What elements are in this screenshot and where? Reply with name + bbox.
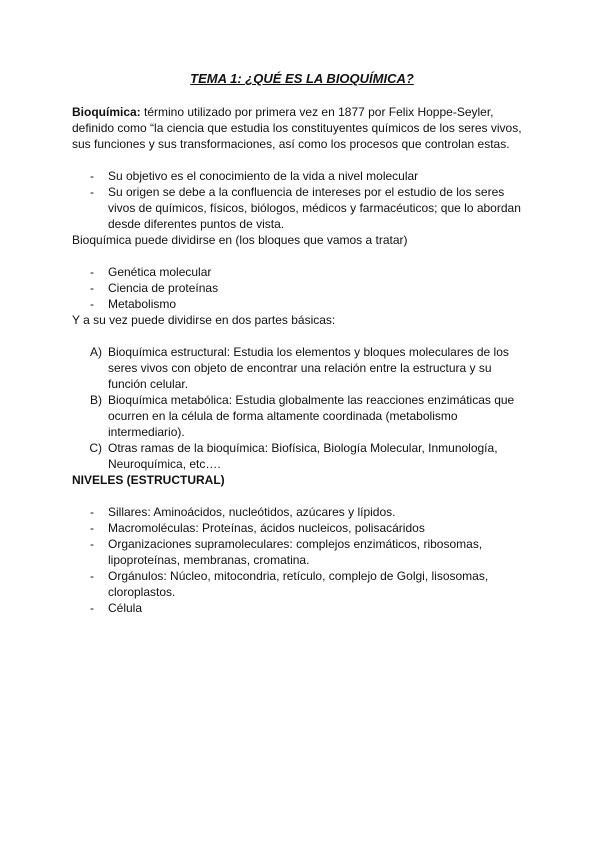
letter-marker: A) (90, 345, 102, 359)
dash-marker: - (90, 297, 94, 311)
list-item: B) Bioquímica metabólica: Estudia globalmente las reacciones enzimáticas que ocurren en la célula de forma altamente coordinada (metabolismo intermediario). (72, 392, 532, 440)
document-page (72, 70, 532, 616)
dash-marker: - (90, 281, 94, 295)
objectives-list (72, 168, 532, 232)
list-item: - Organizaciones supramoleculares: complejos enzimáticos, ribosomas, lipoproteínas, membranas, cromatina. (90, 537, 483, 567)
list-item: - Orgánulos: Núcleo, mitocondria, retículo, complejo de Golgi, lisosomas, cloroplastos. (90, 569, 489, 599)
list-item: C) Otras ramas de la bioquímica: Biofísica, Biología Molecular, Inmunología, Neuroquímica, etc…. (72, 440, 532, 472)
dash-marker: - (90, 169, 94, 183)
levels-list (72, 504, 532, 616)
dash-marker: - (90, 505, 94, 519)
section-heading: NIVELES (ESTRUCTURAL) (72, 473, 225, 487)
list-item: - Célula (90, 601, 143, 615)
list-item: - Metabolismo (90, 297, 177, 311)
dash-marker: - (90, 537, 94, 551)
dash-marker: - (90, 601, 94, 615)
letter-marker: C) (89, 441, 102, 455)
letter-marker: B) (90, 393, 102, 407)
list-item: A) Bioquímica estructural: Estudia los elementos y bloques moleculares de los seres vivos con objeto de encontrar una relación entre la estructura y su función celular. (72, 344, 532, 392)
blocks-list (72, 264, 532, 312)
list-item: - Su objetivo es el conocimiento de la vida a nivel molecular (90, 169, 419, 183)
list-item: - Genética molecular (90, 265, 212, 279)
dash-marker: - (90, 521, 94, 535)
intro-paragraph (72, 104, 532, 152)
list-item: - Sillares: Aminoácidos, nucleótidos, azúcares y lípidos. (90, 505, 396, 519)
dash-marker: - (90, 185, 94, 199)
intro-text: término utilizado por primera vez en 1877 por Felix Hoppe-Seyler, definido como “la ciencia que estudia los constituyentes químicos de los seres vivos, sus funciones y sus transformaciones, así como los procesos que controlan estas. (72, 105, 522, 151)
dash-marker: - (90, 265, 94, 279)
parts-list (72, 344, 532, 472)
dash-marker: - (90, 569, 94, 583)
blocks-paragraph: Bioquímica puede dividirse en (los bloques que vamos a tratar) (72, 233, 408, 247)
list-item: - Ciencia de proteínas (90, 281, 219, 295)
parts-paragraph: Y a su vez puede dividirse en dos partes básicas: (72, 313, 336, 327)
list-item: - Su origen se debe a la confluencia de intereses por el estudio de los seres vivos de químicos, físicos, biólogos, médicos y farmacéuticos; que lo abordan desde diferentes puntos de vista. (90, 185, 521, 231)
list-item: - Macromoléculas: Proteínas, ácidos nucleicos, polisacáridos (90, 521, 425, 535)
page-title: TEMA 1: ¿QUÉ ES LA BIOQUÍMICA? (190, 71, 414, 86)
intro-term: Bioquímica: (72, 105, 141, 119)
